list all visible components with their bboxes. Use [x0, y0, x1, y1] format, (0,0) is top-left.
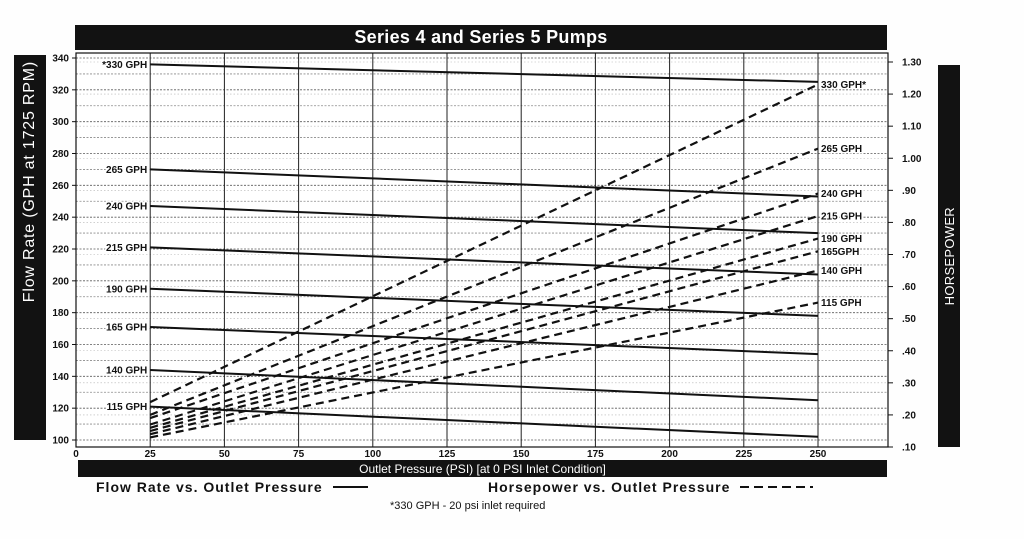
horsepower-line-label: 115 GPH	[821, 298, 862, 310]
y2-axis-tick-label: 1.10	[902, 121, 922, 133]
y-axis-tick-label: 220	[52, 244, 69, 256]
x-axis-tick-label: 0	[73, 449, 79, 460]
y-axis-title-bar	[14, 55, 46, 440]
flow-rate-line-label: 265 GPH	[106, 164, 148, 176]
y-axis-tick-label: 140	[52, 371, 69, 383]
x-axis-tick-label: 50	[218, 449, 230, 460]
y-axis-tick-label: 120	[52, 403, 69, 415]
y-axis-tick-label: 320	[52, 85, 69, 97]
flow-rate-line-label: 240 GPH	[106, 201, 148, 213]
horsepower-line-label: 190 GPH	[821, 233, 863, 245]
flow-rate-line-label: 115 GPH	[106, 402, 148, 414]
x-axis-tick-label: 100	[364, 449, 382, 460]
y-axis-tick-label: 100	[52, 435, 69, 447]
legend-item-flow-rate	[96, 479, 368, 495]
legend-dashed-line-swatch	[740, 486, 813, 489]
chart-title-bar	[75, 25, 887, 50]
footnote: *330 GPH - 20 psi inlet required	[390, 500, 546, 512]
y-axis-tick-label: 300	[52, 117, 69, 129]
horsepower-line-label: 165GPH	[821, 246, 860, 258]
x-axis-title: Outlet Pressure (PSI) [at 0 PSI Inlet Condition]	[359, 461, 606, 476]
flow-rate-line-label: 140 GPH	[106, 365, 148, 377]
y-axis-tick-label: 240	[52, 212, 69, 224]
x-axis-tick-label: 75	[293, 449, 305, 460]
y2-axis-tick-label: 1.30	[902, 57, 922, 69]
legend-solid-line-swatch	[333, 486, 368, 489]
flow-rate-line-label: 165 GPH	[106, 322, 148, 334]
y-axis-tick-label: 200	[52, 276, 69, 288]
horsepower-line-label: 215 GPH	[821, 211, 863, 223]
y-axis-tick-label: 340	[52, 53, 69, 65]
x-axis-tick-label: 175	[587, 449, 604, 460]
y2-axis-tick-label: .80	[902, 217, 916, 229]
x-axis-title-bar	[78, 460, 887, 477]
horsepower-line-label: 330 GPH*	[821, 79, 867, 91]
horsepower-line-label: 265 GPH	[821, 144, 863, 156]
y2-axis-title: HORSEPOWER	[941, 206, 957, 306]
x-axis-tick-label: 25	[144, 449, 156, 460]
flow-rate-line-label: *330 GPH	[102, 59, 148, 71]
x-axis-tick-label: 250	[809, 449, 827, 460]
y2-axis-title-bar	[938, 65, 960, 447]
y2-axis-tick-label: .60	[902, 282, 916, 294]
y2-axis-tick-label: .40	[902, 346, 916, 358]
y2-axis-tick-label: .10	[902, 442, 916, 454]
x-axis-tick-label: 225	[735, 449, 753, 460]
x-axis-tick-label: 200	[661, 449, 678, 460]
legend-item-horsepower	[488, 479, 813, 495]
y2-axis-tick-label: 1.00	[902, 153, 922, 165]
y-axis-title: Flow Rate (GPH at 1725 RPM)	[21, 61, 38, 303]
y2-axis-tick-label: .70	[902, 250, 916, 261]
y-axis-tick-label: 260	[52, 180, 69, 192]
y-axis-tick-label: 280	[52, 149, 69, 160]
x-axis-tick-label: 125	[438, 449, 456, 460]
horsepower-line-label: 240 GPH	[821, 189, 863, 201]
y2-axis-tick-label: .20	[902, 410, 916, 422]
legend-label-horsepower: Horsepower vs. Outlet Pressure	[488, 479, 731, 495]
flow-rate-line-label: 215 GPH	[106, 242, 148, 254]
y-axis-tick-label: 160	[52, 340, 69, 351]
y2-axis-tick-label: .30	[902, 378, 916, 390]
x-axis-tick-label: 150	[512, 449, 530, 460]
chart-title: Series 4 and Series 5 Pumps	[354, 27, 608, 47]
y2-axis-tick-label: 1.20	[902, 89, 922, 101]
legend-label-flow-rate: Flow Rate vs. Outlet Pressure	[96, 479, 323, 495]
horsepower-line-label: 140 GPH	[821, 266, 863, 278]
y2-axis-tick-label: .50	[902, 314, 916, 326]
y-axis-tick-label: 180	[52, 308, 69, 320]
y2-axis-tick-label: .90	[902, 185, 916, 197]
flow-rate-line-label: 190 GPH	[106, 284, 148, 296]
